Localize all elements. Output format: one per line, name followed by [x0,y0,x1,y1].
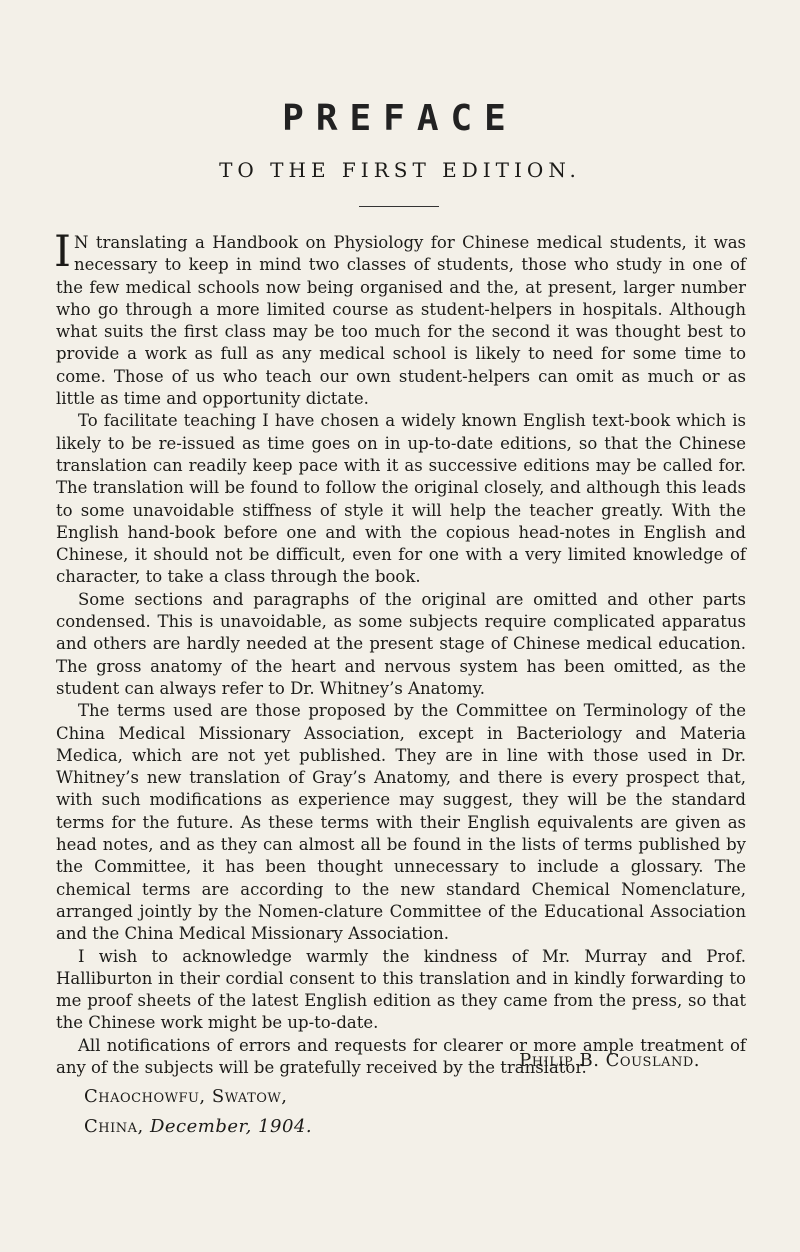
paragraph-2: To facilitate teaching I have chosen a widely known English text-book which is likely to be re-issued as time goes on in up-to-date editions, so that the Chinese translation can readily keep pace with it as successive editions may be called for. The translation will be found to follow the original closely, and although this leads to some unavoidable stiffness of style it will help the teacher greatly. With the English hand-book before one and with the copious head-notes in English and Chinese, it should not be difficult, even for one with a very limited knowledge of character, to take a class through the book. [56,411,746,587]
paragraph-6: All notifications of errors and requests for clearer or more ample treatment of any of the subjects will be gratefully received by the translator. [56,1035,746,1077]
paragraph-4: The terms used are those proposed by the Committee on Terminology of the China Medical Missionary Association, except in Bacteriology and Materia Medica, which are not yet published. They are in line with those used in Dr. Whitney’s new translation of Gray’s Anatomy, and there is every prospect that, with such modifications as experience may suggest, they will be the standard terms for the future. As these terms with their English equivalents are given as head notes, and as they can almost all be found in the lists of terms published by the Committee, it has been thought unnecessary to include a glossary. The chemical terms are according to the new standard Chemical Nomenclature, arranged jointly by the Nomen-clature Committee of the Educational Association and the China Medical Missionary Association. [56,701,746,944]
author-signature: Philip B. Cousland. [519,1050,700,1071]
paragraph-1 [54,227,746,410]
page-title: PREFACE [282,98,518,139]
date: December, 1904. [149,1116,313,1137]
drop-cap: I [54,227,71,277]
country: China, [84,1116,144,1137]
paragraph-1-text: N translating a Handbook on Physiology for Chinese medical students, it was necessary to keep in mind two classes of students, those who study in one of the few medical schools now being organised and the, at present, larger number who go through a more limited course as student-helpers in hospitals. Although what suits the first class may be too much for the second it was thought best to provide a work as full as any medical school is likely to need for some time to come. Those of us who teach our own student-helpers can omit as much or as little as time and opportunity dictate. [56,233,746,409]
page-subtitle: TO THE FIRST EDITION. [219,158,581,182]
country-date-line [84,1112,312,1142]
preface-body [54,227,746,1079]
place-line: Chaochowfu, Swatow, [84,1086,288,1107]
divider [359,206,439,207]
paragraph-5: I wish to acknowledge warmly the kindness of Mr. Murray and Prof. Halliburton in their cordial consent to this translation and in kindly forwarding to me proof sheets of the latest English edition as they came from the press, so that the Chinese work might be up-to-date. [56,946,746,1033]
paragraph-3: Some sections and paragraphs of the original are omitted and other parts condensed. This is unavoidable, as some subjects require complicated apparatus and others are hardly needed at the present stage of Chinese medical education. The gross anatomy of the heart and nervous system has been omitted, as the student can always refer to Dr. Whitney’s Anatomy. [56,589,746,698]
place-and-date [84,1082,312,1142]
